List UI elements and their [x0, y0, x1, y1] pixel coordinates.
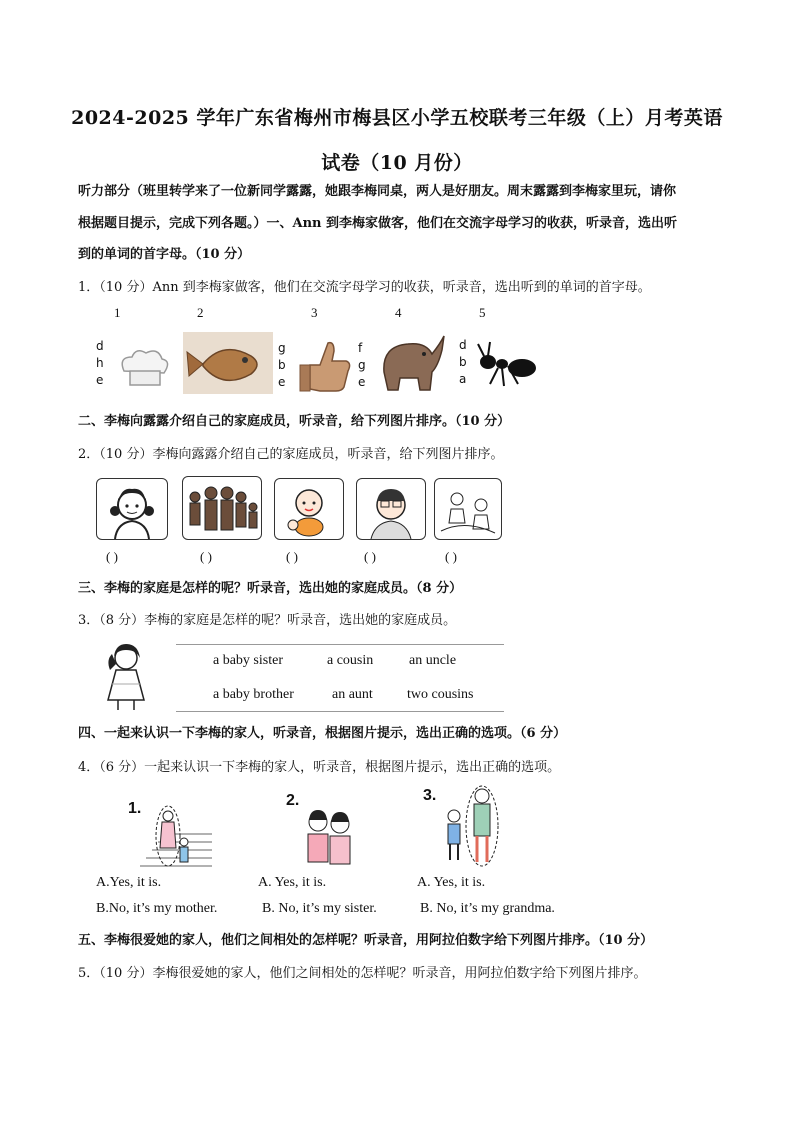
q1-letter-options [459, 337, 467, 388]
question-4-text: 4．（6 分）一起来认识一下李梅的家人，听录音，根据图片提示，选出正确的选项。 [78, 760, 561, 775]
title-line-2: 试卷（10 月份） [321, 152, 473, 174]
picture-playing [434, 478, 502, 540]
choice-1b[interactable]: B.No, it’s my mother. [96, 901, 218, 916]
intro-line-2: 根据题目提示，完成下列各题。）一、Ann 到李梅家做客，他们在交流字母学习的收获，听录音，选出听 [78, 216, 678, 231]
picture-label: 3. [423, 787, 437, 804]
q1-item-number: 2 [197, 305, 204, 320]
section-5-heading: 五、李梅很爱她的家人，他们之间相处的怎样呢？听录音，用阿拉伯数字给下列图片排序。（10 分） [78, 933, 654, 948]
answer-blank[interactable]: ( ) [445, 549, 457, 564]
q1-item-number: 1 [114, 305, 121, 320]
option-an-uncle[interactable]: an uncle [409, 653, 457, 668]
section-3-heading: 三、李梅的家庭是怎样的呢？听录音，选出她的家庭成员。（8 分） [78, 581, 463, 596]
letter-option[interactable]: g [358, 358, 366, 372]
option-a-cousin[interactable]: a cousin [327, 653, 374, 668]
ant-icon [474, 340, 540, 388]
letter-option[interactable]: f [358, 341, 363, 355]
letter-option[interactable]: e [358, 375, 366, 389]
letter-option[interactable]: g [278, 341, 286, 355]
choice-2b[interactable]: B. No, it’s my sister. [262, 901, 377, 916]
choice-2a[interactable]: A. Yes, it is. [258, 875, 327, 890]
fish-icon [183, 332, 273, 394]
letter-option[interactable]: e [278, 375, 286, 389]
option-a-baby-sister[interactable]: a baby sister [213, 653, 283, 668]
choice-3a[interactable]: A. Yes, it is. [417, 875, 486, 890]
q1-letter-options [358, 340, 366, 391]
section-4-heading: 四、一起来认识一下李梅的家人，听录音，根据图片提示，选出正确的选项。（6 分） [78, 726, 567, 741]
letter-option[interactable]: b [278, 358, 286, 372]
q1-item-number: 3 [311, 305, 318, 320]
question-2-text: 2．（10 分）李梅向露露介绍自己的家庭成员，听录音，给下列图片排序。 [78, 447, 504, 462]
picture-label: 1. [128, 800, 142, 817]
option-an-aunt[interactable]: an aunt [332, 687, 373, 702]
letter-option[interactable]: h [96, 356, 104, 370]
mother-child-stairs-icon [140, 802, 212, 870]
grandpa-icon [357, 479, 425, 539]
answer-blank[interactable]: ( ) [286, 549, 298, 564]
woman-icon [96, 640, 158, 712]
q1-letter-options [278, 340, 286, 391]
letter-option[interactable]: a [459, 372, 467, 386]
family-icon [183, 477, 261, 539]
picture-label: 2. [286, 792, 300, 809]
answer-blank[interactable]: ( ) [106, 549, 118, 564]
chef-hat-icon [114, 343, 174, 393]
q1-letter-options [96, 338, 104, 389]
picture-baby [274, 478, 344, 540]
section-2-heading: 二、李梅向露露介绍自己的家庭成员，听录音，给下列图片排序。（10 分） [78, 414, 511, 429]
intro-line-3: 到的单词的首字母。（10 分） [78, 247, 251, 262]
picture-grandpa [356, 478, 426, 540]
choice-1a[interactable]: A.Yes, it is. [96, 875, 162, 890]
question-1-text: 1．（10 分）Ann 到李梅家做客，他们在交流字母学习的收获，听录音，选出听到的单词的首字母。 [78, 280, 651, 295]
q1-item-number: 5 [479, 305, 486, 320]
baby-icon [275, 479, 343, 539]
question-5-text: 5．（10 分）李梅很爱她的家人，他们之间相处的怎样呢？听录音，用阿拉伯数字给下列图片排序。 [78, 966, 647, 981]
option-a-baby-brother[interactable]: a baby brother [213, 687, 294, 702]
intro-line-1: 听力部分（班里转学来了一位新同学露露，她跟李梅同桌，两人是好朋友。周末露露到李梅家里玩，请你 [78, 184, 677, 199]
letter-option[interactable]: d [96, 339, 104, 353]
elephant-icon [374, 332, 446, 394]
q1-item-number: 4 [395, 305, 402, 320]
title-line-1: 2024-2025 学年广东省梅州市梅县区小学五校联考三年级（上）月考英语 [71, 107, 723, 129]
boy-grandpa-icon [440, 782, 504, 868]
picture-family [182, 476, 262, 540]
question-3-text: 3．（8 分）李梅的家庭是怎样的呢？听录音，选出她的家庭成员。 [78, 613, 457, 628]
answer-blank[interactable]: ( ) [200, 549, 212, 564]
two-girls-icon [302, 806, 356, 866]
letter-option[interactable]: e [96, 373, 104, 387]
picture-girl [96, 478, 168, 540]
choice-3b[interactable]: B. No, it’s my grandma. [420, 901, 555, 916]
option-two-cousins[interactable]: two cousins [407, 687, 474, 702]
thumbs-up-icon [296, 335, 354, 393]
playing-kids-icon [435, 479, 501, 539]
girl-icon [97, 479, 167, 539]
answer-blank[interactable]: ( ) [364, 549, 376, 564]
letter-option[interactable]: b [459, 355, 467, 369]
letter-option[interactable]: d [459, 338, 467, 352]
